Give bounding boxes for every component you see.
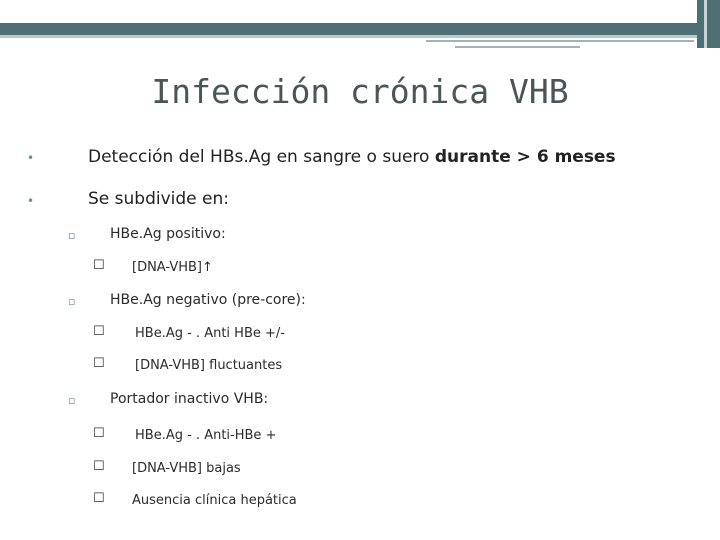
checkbox-icon: ☐ xyxy=(93,426,105,441)
checkbox-icon: ☐ xyxy=(93,459,105,474)
checkbox-icon: ☐ xyxy=(93,258,105,273)
sub-bullet-icon: ▫ xyxy=(68,394,76,407)
header-bar xyxy=(0,23,720,35)
header-underline xyxy=(426,40,694,42)
bullet-detection: Detección del HBs.Ag en sangre o suero durante > 6 meses xyxy=(88,147,616,167)
header-bar-light xyxy=(0,35,720,38)
bullet-icon: • xyxy=(27,194,35,208)
bullet-icon: • xyxy=(27,151,35,165)
list-item: Ausencia clínica hepática xyxy=(132,493,297,508)
header-underline-short xyxy=(455,46,580,48)
subheading-hbeag-positive: HBe.Ag positivo: xyxy=(110,226,226,242)
checkbox-icon: ☐ xyxy=(93,324,105,339)
checkbox-icon: ☐ xyxy=(93,356,105,371)
list-item: [DNA-VHB] fluctuantes xyxy=(135,358,283,373)
sub-bullet-icon: ▫ xyxy=(68,295,76,308)
list-item: [DNA-VHB] bajas xyxy=(132,461,241,476)
list-item: HBe.Ag - . Anti HBe +/- xyxy=(135,326,285,341)
sub-bullet-icon: ▫ xyxy=(68,229,76,242)
bullet-subdivide: Se subdivide en: xyxy=(88,189,229,209)
slide-title: Infección crónica VHB xyxy=(151,72,569,111)
list-item: HBe.Ag - . Anti-HBe + xyxy=(135,428,277,443)
subheading-inactive-carrier: Portador inactivo VHB: xyxy=(110,391,269,407)
list-item: [DNA-VHB]↑ xyxy=(132,260,213,275)
subheading-hbeag-negative: HBe.Ag negativo (pre-core): xyxy=(110,292,306,308)
corner-decoration-line xyxy=(704,0,707,48)
corner-decoration xyxy=(697,0,720,48)
checkbox-icon: ☐ xyxy=(93,491,105,506)
